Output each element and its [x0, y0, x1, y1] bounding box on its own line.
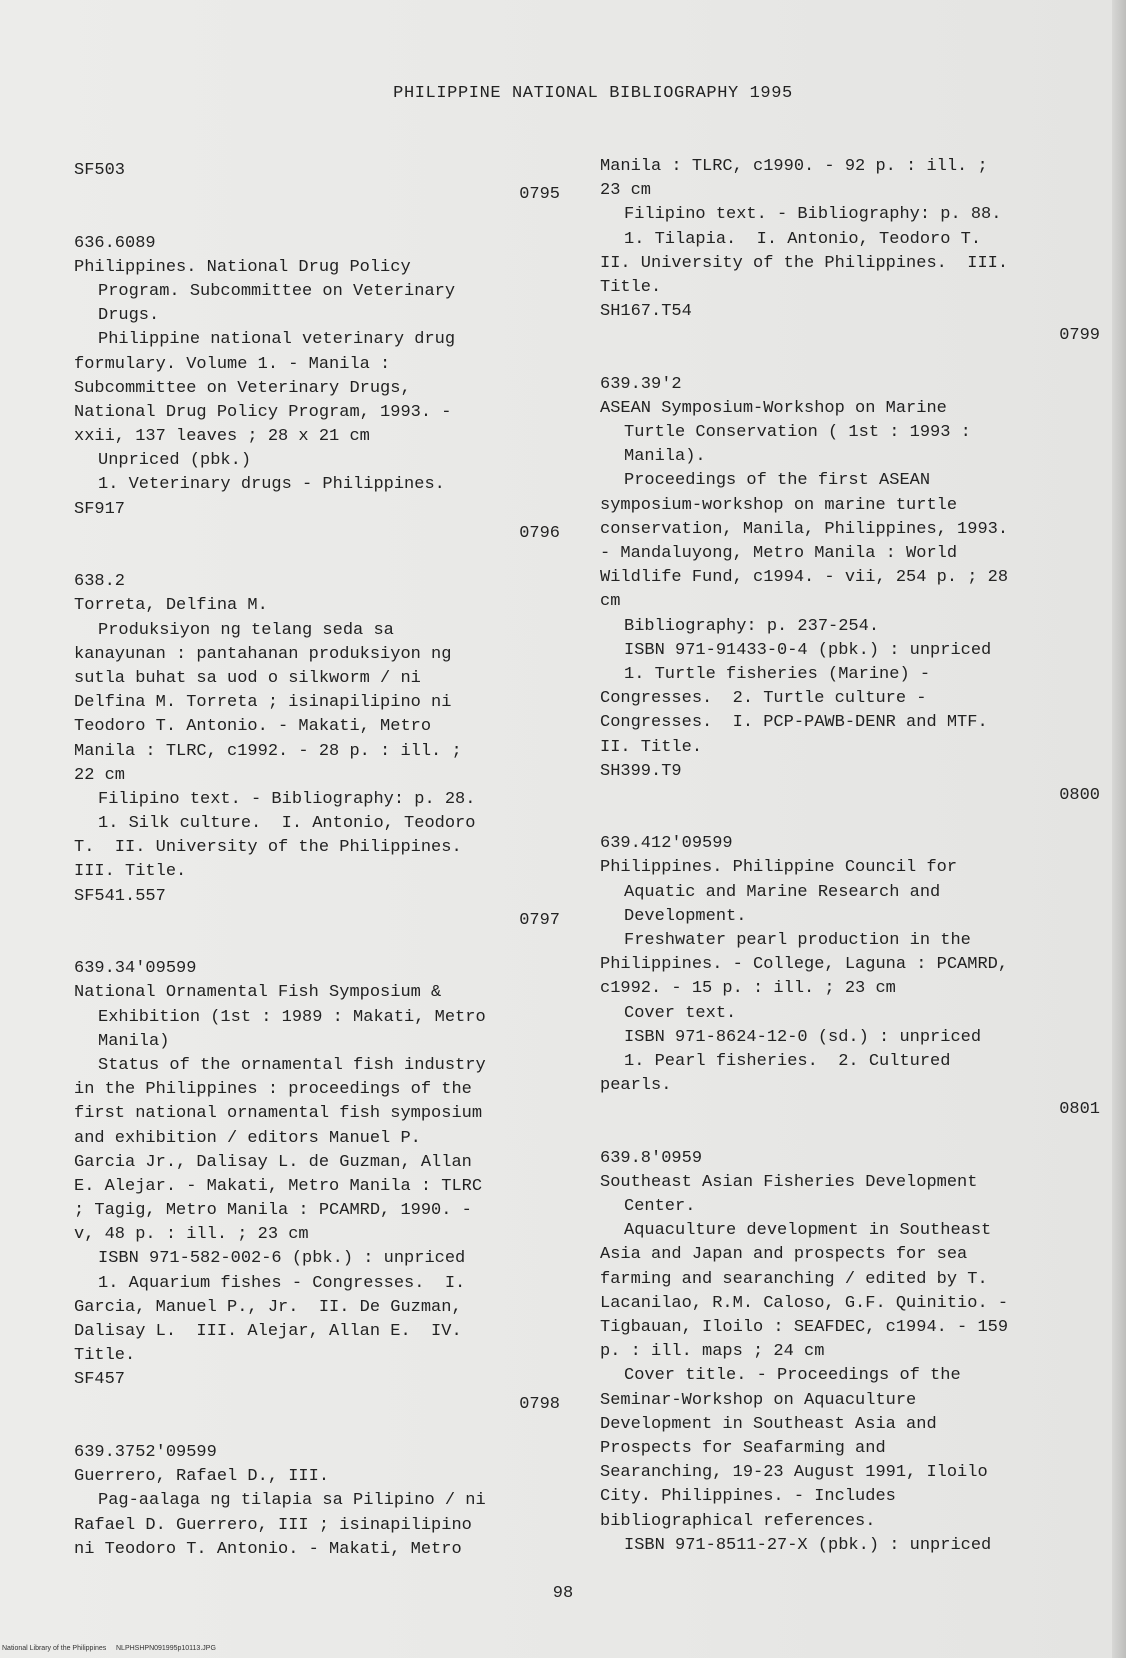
page-edge-shadow	[1112, 0, 1126, 1658]
bibliography-line: Filipino text. - Bibliography: p. 28.	[98, 789, 476, 809]
bibliography-line: Manila).	[624, 447, 706, 467]
entry-number: 0800	[1059, 785, 1100, 805]
bibliography-line: Southeast Asian Fisheries Development	[600, 1172, 978, 1192]
bibliography-line: ni Teodoro T. Antonio. - Makati, Metro	[74, 1539, 462, 1559]
entry-number: 0798	[519, 1394, 560, 1414]
bibliography-line: Drugs.	[98, 306, 160, 326]
bibliography-line: SF457	[74, 1370, 126, 1390]
bibliography-line: ASEAN Symposium-Workshop on Marine	[600, 398, 947, 418]
bibliography-line: Manila : TLRC, c1992. - 28 p. : ill. ;	[74, 741, 462, 761]
bibliography-line: Aquatic and Marine Research and	[624, 882, 941, 902]
bibliography-line: Produksiyon ng telang seda sa	[98, 620, 394, 640]
entry-number: 0799	[1059, 326, 1100, 346]
bibliography-line: Garcia Jr., Dalisay L. de Guzman, Allan	[74, 1152, 472, 1172]
bibliography-line: 1. Veterinary drugs - Philippines.	[98, 475, 445, 495]
scan-footer-note: National Library of the Philippines NLPHSHPN091995p10113.JPG	[2, 1645, 216, 1652]
blank-line	[74, 546, 560, 570]
bibliography-line: Tigbauan, Iloilo : SEAFDEC, c1994. - 159	[600, 1318, 1009, 1337]
bibliography-line: 639.8'0959	[600, 1148, 703, 1168]
bibliography-line: Development.	[624, 906, 747, 926]
bibliography-line: kanayunan : pantahanan produksiyon ng	[74, 644, 452, 664]
blank-line	[600, 349, 1100, 373]
bibliography-line: v, 48 p. : ill. ; 23 cm	[74, 1225, 309, 1245]
bibliography-line: symposium-workshop on marine turtle	[600, 495, 958, 515]
entry-number: 0796	[519, 523, 560, 543]
bibliography-line: c1992. - 15 p. : ill. ; 23 cm	[600, 979, 896, 999]
bibliography-line: Turtle Conservation ( 1st : 1993 :	[624, 423, 971, 443]
bibliography-line: Manila : TLRC, c1990. - 92 p. : ill. ;	[600, 157, 988, 176]
bibliography-line: - Mandaluyong, Metro Manila : World	[600, 544, 958, 563]
bibliography-line: 636.6089	[74, 233, 156, 253]
bibliography-line: Title.	[600, 277, 662, 297]
blank-line	[74, 1417, 560, 1441]
bibliography-line: 1. Aquarium fishes - Congresses. I.	[98, 1273, 466, 1293]
bibliography-line: Cover title. - Proceedings of the	[624, 1366, 961, 1386]
bibliography-line: 1. Turtle fisheries (Marine) -	[624, 664, 931, 684]
bibliography-line: first national ornamental fish symposium	[74, 1104, 483, 1124]
bibliography-line: SF503	[74, 161, 126, 180]
bibliography-line: SF917	[74, 499, 126, 519]
entry-number: 0797	[519, 910, 560, 930]
bibliography-line: II. University of the Philippines. III.	[600, 253, 1009, 273]
blank-line	[74, 933, 560, 957]
bibliography-line: SF541.557	[74, 886, 166, 906]
bibliography-line: Dalisay L. III. Alejar, Allan E. IV.	[74, 1322, 462, 1341]
bibliography-line: Garcia, Manuel P., Jr. II. De Guzman,	[74, 1297, 462, 1317]
entry-number: 0801	[1059, 1100, 1100, 1120]
bibliography-line: National Ornamental Fish Symposium &	[74, 983, 442, 1003]
bibliography-line: 639.34'09599	[74, 959, 197, 979]
blank-line	[600, 808, 1100, 832]
bibliography-line: Center.	[624, 1197, 696, 1217]
bibliography-line: Congresses. 2. Turtle culture -	[600, 689, 927, 709]
bibliography-line: 638.2	[74, 572, 126, 592]
bibliography-line: Prospects for Seafarming and	[600, 1438, 886, 1458]
bibliography-line: 1. Silk culture. I. Antonio, Teodoro	[98, 814, 476, 834]
bibliography-line: Searanching, 19-23 August 1991, Iloilo	[600, 1463, 988, 1483]
page-header: PHILIPPINE NATIONAL BIBLIOGRAPHY 1995	[393, 84, 793, 103]
bibliography-line: Wildlife Fund, c1994. - vii, 254 p. ; 28	[600, 568, 1009, 588]
bibliography-line: xxii, 137 leaves ; 28 x 21 cm	[74, 427, 370, 447]
bibliography-line: Philippines. Philippine Council for	[600, 858, 958, 878]
bibliography-line: 22 cm	[74, 765, 126, 785]
bibliography-line: ISBN 971-582-002-6 (pbk.) : unpriced	[98, 1249, 466, 1269]
bibliography-line: p. : ill. maps ; 24 cm	[600, 1342, 825, 1362]
bibliography-line: Philippine national veterinary drug	[98, 330, 456, 350]
bibliography-line: ISBN 971-8624-12-0 (sd.) : unpriced	[624, 1027, 982, 1047]
bibliography-line: formulary. Volume 1. - Manila :	[74, 354, 391, 374]
bibliography-line: Rafael D. Guerrero, III ; isinapilipino	[74, 1515, 472, 1535]
blank-line	[600, 1123, 1100, 1147]
bibliography-line: bibliographical references.	[600, 1511, 876, 1531]
bibliography-line: T. II. University of the Philippines.	[74, 838, 462, 858]
bibliography-line: Proceedings of the first ASEAN	[624, 471, 931, 491]
bibliography-line: ISBN 971-8511-27-X (pbk.) : unpriced	[624, 1535, 992, 1555]
bibliography-line: ; Tagig, Metro Manila : PCAMRD, 1990. -	[74, 1201, 472, 1221]
blank-line	[74, 207, 560, 231]
bibliography-line: in the Philippines : proceedings of the	[74, 1080, 472, 1100]
entry-number: 0795	[519, 185, 560, 205]
left-column	[74, 159, 560, 1562]
bibliography-line: Program. Subcommittee on Veterinary	[98, 281, 456, 301]
bibliography-line: Pag-aalaga ng tilapia sa Pilipino / ni	[98, 1491, 486, 1511]
bibliography-line: City. Philippines. - Includes	[600, 1487, 896, 1507]
bibliography-line: cm	[600, 592, 621, 612]
bibliography-line: Philippines. National Drug Policy	[74, 257, 411, 277]
bibliography-line: Guerrero, Rafael D., III.	[74, 1467, 330, 1487]
bibliography-line: SH167.T54	[600, 302, 692, 322]
bibliography-line: II. Title.	[600, 737, 703, 757]
bibliography-line: National Drug Policy Program, 1993. -	[74, 402, 452, 422]
bibliography-line: Bibliography: p. 237-254.	[624, 616, 880, 636]
bibliography-line: Aquaculture development in Southeast	[624, 1221, 992, 1241]
bibliography-line: Delfina M. Torreta ; isinapilipino ni	[74, 693, 452, 713]
bibliography-line: 1. Pearl fisheries. 2. Cultured	[624, 1051, 951, 1071]
bibliography-line: pearls.	[600, 1076, 672, 1096]
bibliography-line: Congresses. I. PCP-PAWB-DENR and MTF.	[600, 713, 988, 733]
bibliography-line: Torreta, Delfina M.	[74, 596, 268, 616]
bibliography-line: sutla buhat sa uod o silkworm / ni	[74, 668, 421, 688]
bibliography-line: SH399.T9	[600, 761, 682, 781]
bibliography-line: Freshwater pearl production in the	[624, 931, 971, 950]
bibliography-line: Manila)	[98, 1031, 170, 1051]
bibliography-line: Cover text.	[624, 1003, 737, 1023]
bibliography-line: III. Title.	[74, 862, 187, 882]
bibliography-line: 639.39'2	[600, 374, 682, 394]
right-column	[600, 155, 1100, 1558]
bibliography-line: Exhibition (1st : 1989 : Makati, Metro	[98, 1007, 486, 1027]
bibliography-line: Unpriced (pbk.)	[98, 451, 252, 471]
bibliography-line: Asia and Japan and prospects for sea	[600, 1245, 968, 1265]
bibliography-line: Status of the ornamental fish industry	[98, 1055, 486, 1075]
bibliography-line: and exhibition / editors Manuel P.	[74, 1128, 421, 1148]
bibliography-line: ISBN 971-91433-0-4 (pbk.) : unpriced	[624, 640, 992, 660]
bibliography-line: Title.	[74, 1346, 136, 1366]
bibliography-line: farming and searanching / edited by T.	[600, 1269, 988, 1289]
bibliography-line: 23 cm	[600, 181, 652, 201]
bibliography-line: Subcommittee on Veterinary Drugs,	[74, 378, 411, 398]
bibliography-line: 639.412'09599	[600, 834, 733, 854]
bibliography-line: Seminar-Workshop on Aquaculture	[600, 1390, 917, 1410]
bibliography-line: Teodoro T. Antonio. - Makati, Metro	[74, 717, 432, 737]
bibliography-line: 1. Tilapia. I. Antonio, Teodoro T.	[624, 229, 982, 249]
bibliography-line: E. Alejar. - Makati, Metro Manila : TLRC	[74, 1176, 483, 1196]
bibliography-line: Filipino text. - Bibliography: p. 88.	[624, 205, 1002, 225]
bibliography-line: Philippines. - College, Laguna : PCAMRD,	[600, 955, 1009, 975]
bibliography-line: 639.3752'09599	[74, 1442, 217, 1462]
bibliography-line: conservation, Manila, Philippines, 1993.	[600, 519, 1009, 539]
bibliography-line: Lacanilao, R.M. Caloso, G.F. Quinitio. -	[600, 1293, 1009, 1313]
bibliography-line: Development in Southeast Asia and	[600, 1414, 937, 1434]
page-number: 98	[552, 1584, 574, 1603]
